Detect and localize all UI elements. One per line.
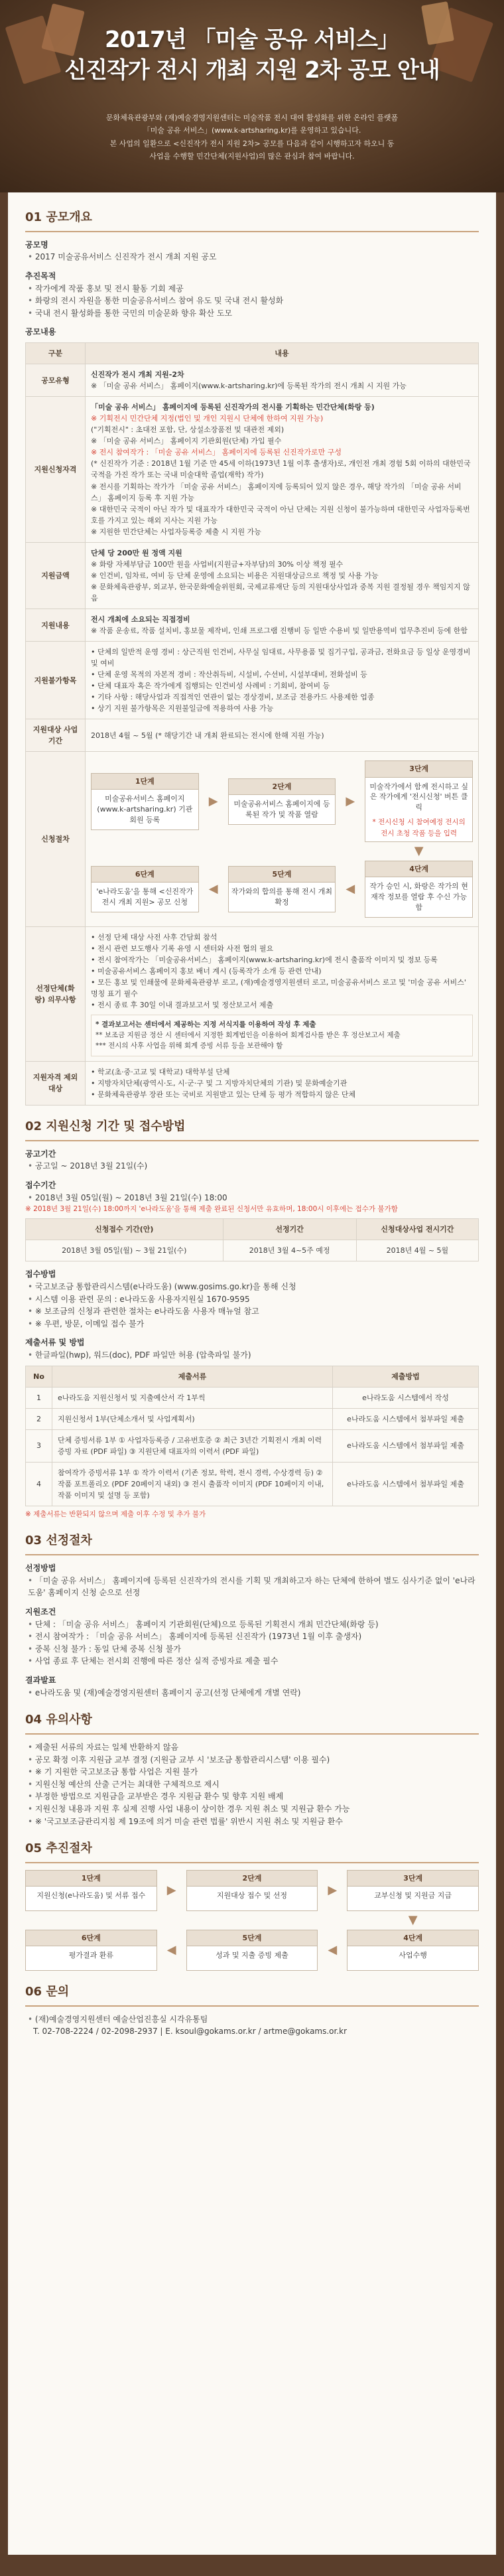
flow-step (25, 1930, 157, 1971)
step-text: 작가 승인 시, 화랑은 작가의 현재작 정보를 열람 후 수신 가능함 (369, 881, 468, 912)
step-label: 6단계 (92, 867, 198, 883)
step-text: 미술공유서비스 홈페이지에 등록된 작가 및 작품 열람 (233, 799, 330, 819)
step-text: 미술공유서비스 홈페이지 (www.k-artsharing.kr) 기관회원 등록 (97, 794, 193, 824)
table-row (26, 1408, 479, 1429)
flow-step (186, 1930, 318, 1971)
cell-line: ** 보조금 지원금 정산 시 센터에서 지정한 회계법인을 이용하여 회계검사를 받은 후 정산보고서 제출 (95, 1031, 401, 1040)
cell-line: ※ 대한민국 국적이 아닌 작가 및 대표작가 대한민국 국적이 아닌 단체는 지원 신청이 불가능하며 대한민국 사업자등록번호를 가지고 있는 해외 지사는 지원 가능 (91, 504, 470, 525)
method-list (25, 1281, 479, 1330)
arrow-left-icon: ◀ (328, 1942, 338, 1957)
contact-org: • (재)예술경영지원센터 예술산업진흥실 시각유통팀 (28, 2013, 479, 2026)
arrow-down-icon: ▼ (414, 843, 424, 858)
cell-line: (* 신진작가 기준 : 2018년 1월 기준 만 45세 이하(1973년 1월 이후 출생자)로, 개인전 개최 경험 5회 이하의 대한민국 국적을 가진 작가 또는 국내 미술대학 졸업(재학) 작가) (91, 459, 471, 480)
section-title: 02 지원신청 기간 및 접수방법 (25, 1117, 479, 1141)
step-text: 지원대상 접수 및 선정 (216, 1891, 288, 1900)
table-cell: 4 (26, 1462, 52, 1506)
arrow-right-icon: ▶ (166, 1883, 176, 1898)
step-text: 평가결과 환류 (68, 1950, 113, 1960)
table-cell: e나라도움 시스템에서 첨부파일 제출 (333, 1462, 479, 1506)
step-label: 4단계 (347, 1930, 478, 1946)
table-cell: e나라도움 시스템에서 첨부파일 제출 (333, 1408, 479, 1429)
purpose-list (25, 283, 479, 320)
flow-step (228, 778, 336, 825)
sub-label: 제출서류 및 방법 (25, 1338, 85, 1348)
list-item: • 전시 참여작가 : 「미술 공유 서비스」 홈페이지에 등록된 신진작가 (1973년 1월 이후 출생자) (28, 1630, 479, 1643)
cell-line: ※ 지원한 민간단체는 사업자등록증 제출 시 지원 가능 (91, 527, 261, 536)
section-title: 06 문의 (25, 1983, 479, 2007)
list-item: • ※ 보조금의 신청과 관련한 절차는 e나라도움 사용자 매뉴얼 참고 (28, 1305, 479, 1318)
table-cell: 2 (26, 1408, 52, 1429)
list-item: • 공고일 ~ 2018년 3월 21일(수) (28, 1160, 479, 1173)
sub-label: 선정방법 (25, 1563, 56, 1573)
row-label: 지원대상 사업기간 (26, 719, 86, 752)
hero-banner (0, 0, 504, 192)
arrow-left-icon: ◀ (166, 1942, 176, 1957)
step-label: 2단계 (229, 779, 336, 795)
step-text: 작가와의 합의를 통해 전시 개최 확정 (231, 887, 333, 906)
flow-step (347, 1870, 479, 1911)
list-item: • 한글파일(hwp), 워드(doc), PDF 파일만 허용 (압축파일 불가) (28, 1349, 479, 1362)
step-text: 지원신청(e나라도움) 및 서류 접수 (36, 1891, 146, 1900)
step-label: 2단계 (187, 1871, 318, 1887)
list-item: • ※ 기 지원한 국고보조금 통합 사업은 지원 불가 (28, 1766, 479, 1778)
schedule-table (25, 1218, 479, 1261)
row-label: 지원금액 (26, 542, 86, 608)
intro-text: 문화체육관광부와 (재)예술경영지원센터는 미술작품 전시 대여 활성화를 위한 온라인 플랫폼 「미술 공유 서비스」(www.k-artsharing.kr)를 운영하고 있습니다. 본 사업의 일환으로 <신진작가 전시 지원 2차> 공모를 다음과 같이 시행하고자 하오니 동 사업을 수행할 민간단체(지원사업)의 많은 관심과 참여 바랍니다. (105, 113, 399, 161)
table-cell: e나라도움 시스템에서 첨부파일 제출 (333, 1429, 479, 1462)
step-label: 5단계 (187, 1930, 318, 1946)
list-item: • 2018년 3월 05일(월) ~ 2018년 3월 21일(수) 18:00 (28, 1192, 479, 1204)
step-text: 사업수행 (399, 1950, 427, 1960)
table-cell: 2018년 3월 05일(월) ~ 3월 21일(수) (26, 1240, 223, 1261)
step-text: 미술작가에서 함께 전시하고 싶은 작가에게 '전시신청' 버튼 클릭 (369, 782, 468, 812)
list-item: • 시스템 이용 관련 문의 : e나라도움 사용자지원실 1670-9595 (28, 1293, 479, 1306)
table-cell: e나라도움 시스템에서 작성 (333, 1387, 479, 1408)
cell-line: ※ 「미술 공유 서비스」 홈페이지 기관회원(단체) 가입 필수 (91, 437, 282, 446)
table-cell: 2018년 3월 4~5주 예정 (223, 1240, 356, 1261)
row-label: 공모유형 (26, 364, 86, 397)
list-item: • 사업 종료 후 단체는 전시회 진행에 따른 정산 실적 증빙자료 제출 필수 (28, 1655, 479, 1668)
step-text: 교부신청 및 지원금 지급 (374, 1891, 452, 1900)
list-item: • 지원신청 예산의 산출 근거는 최대한 구체적으로 제시 (28, 1778, 479, 1791)
table-row (26, 1429, 479, 1462)
row-label: 지원불가항목 (26, 642, 86, 719)
row-content (86, 926, 479, 1061)
arrow-down-icon: ▼ (408, 1913, 418, 1928)
cell-line: • 단체 운영 목적의 자본적 경비 : 작산취득비, 시설비, 수선비, 시설부대비, 전화설비 등 (91, 670, 367, 680)
table-header: 신청접수 기간(안) (26, 1219, 223, 1240)
flow-step (25, 1870, 157, 1911)
sub-label: 접수기간 (25, 1180, 56, 1190)
row-content (86, 397, 479, 543)
list-item: • 국고보조금 통합관리시스템(e나라도움) (www.gosims.go.kr)을 통해 신청 (28, 1281, 479, 1293)
cell-line: • 전시 관련 보도행사 기록 유영 시 센터와 사전 협의 필요 (91, 944, 274, 953)
arrow-left-icon: ◀ (346, 881, 355, 896)
list-item: • 부정한 방법으로 지원금을 교부받은 경우 지원금 환수 및 향후 지원 배제 (28, 1790, 479, 1803)
list-item: • ※ '국고보조금관리지침 제 19조에 의거 미술 관련 법률' 위반시 지원 취소 및 지원금 환수 (28, 1816, 479, 1828)
table-header: 선정기간 (223, 1219, 356, 1240)
step-label: 4단계 (365, 861, 472, 877)
step-label: 5단계 (229, 867, 336, 883)
step-label: 1단계 (26, 1871, 157, 1887)
flow-step (91, 866, 199, 912)
flow-step (347, 1930, 479, 1971)
cell-line: • 학교(초·중·고교 및 대학교) 대학부설 단체 (91, 1067, 230, 1076)
cell-line: ※ 「미술 공유 서비스」 홈페이지(www.k-artsharing.kr)에 등록된 작가의 전시 개최 시 지원 가능 (91, 382, 407, 391)
cell-line: ※ 전시 참여작가 : 「미술 공유 서비스」 홈페이지에 등록된 신진작가로만 구성 (91, 448, 342, 457)
cell-line: ※ 작품 운송료, 작품 설치비, 홍보물 제작비, 인쇄 프로그램 진행비 등 일반 수용비 및 일반용역비 업무추진비 등에 한함 (91, 626, 468, 636)
cell-line: ("기획전시" : 초대전 포함, 단, 상설소장품전 및 대관전 제외) (91, 425, 284, 435)
row-content (86, 642, 479, 719)
list-item: • 공모 확정 이후 지원금 교부 결정 (지원금 교부 시 '보조금 통합관리시스템' 이용 필수) (28, 1754, 479, 1766)
list-item: • 단체 : 「미술 공유 서비스」 홈페이지 기관회원(단체)으로 등록된 기획전시 개최 민간단체(화랑 등) (28, 1618, 479, 1631)
arrow-right-icon: ▶ (208, 794, 218, 808)
page-title: 2017년 「미술 공유 서비스」 신진작가 전시 개최 지원 2차 공모 안내 (64, 27, 440, 84)
flow-step (186, 1870, 318, 1911)
step-label: 6단계 (26, 1930, 157, 1946)
table-cell: 지원신청서 1부(단체소개서 및 사업계획서) (52, 1408, 333, 1429)
list-item: • 2017 미술공유서비스 신진작가 전시 개최 지원 공모 (28, 251, 479, 263)
cell-line: • 선정 단체 대상 사전 사후 간담회 참석 (91, 932, 218, 942)
section-title: 05 추진절차 (25, 1839, 479, 1863)
duty-list (91, 932, 473, 1011)
table-cell: 단체 증빙서류 1부 ① 사업자등록증 / 고유번호증 ② 최근 3년간 기획전시 개최 이력 증빙 자료 (PDF 파일) ③ 지원단체 대표자의 이력서 (PDF 파일) (52, 1429, 333, 1462)
row-content (86, 364, 479, 397)
list-item: • 화랑의 전시 자원을 통한 미술공유서비스 참여 유도 및 국내 전시 활성화 (28, 295, 479, 307)
table-header: 내용 (86, 343, 479, 364)
list-item: • 「미술 공유 서비스」 홈페이지에 등록된 신진작가의 전시를 기획 및 개최하고자 하는 단체에 한하여 별도 심사기준 없이 'e나라도움' 홈페이지 신청 순으로 선정 (28, 1575, 479, 1599)
table-header: No (26, 1366, 52, 1387)
process-flow-cell (86, 752, 479, 926)
overview-table (25, 342, 479, 1106)
sub-label: 지원조건 (25, 1607, 56, 1616)
cell-line: • 지방자치단체(광역시·도, 시·군·구 및 그 지방자치단체의 기관) 및 문화예술기관 (91, 1078, 347, 1088)
arrow-right-icon: ▶ (328, 1883, 338, 1898)
list-item: • 국내 전시 활성화를 통한 국민의 미술문화 향유 확산 도모 (28, 307, 479, 320)
apply-note: ※ 2018년 3월 21일(수) 18:00까지 'e나라도움'을 통해 제출 완료된 신청서만 유효하며, 18:00시 이후에는 접수가 불가함 (25, 1205, 398, 1214)
table-header: 구분 (26, 343, 86, 364)
cell-line: • 미술공유서비스 홈페이지 홍보 배너 계시 (등록작가 소개 등 관련 안내) (91, 966, 322, 975)
table-header: 신청대상사업 전시기간 (356, 1219, 478, 1240)
row-label: 선정단체(화랑) 의무사항 (26, 926, 86, 1061)
cell-line: • 모든 홍보 및 인쇄물에 문화체육관광부 로고, (재)예술경영지원센터 로고, 미술공유서비스 로고 및 '미술 공유 서비스' 명칭 표기 필수 (91, 977, 466, 998)
cell-line: • 문화체육관광부 장관 또는 국비로 지원받고 있는 단체 등 평가 적합하지 않은 단체 (91, 1090, 356, 1099)
cell-line: • 상기 지원 불가항목은 지원불일금에 적용하여 사용 가능 (91, 704, 274, 713)
cell-line: 신진작가 전시 개최 지원-2차 (91, 370, 184, 380)
flow-step (91, 773, 199, 830)
row-label: 지원자격 제외대상 (26, 1061, 86, 1105)
section-title: 04 유의사항 (25, 1711, 479, 1735)
step-note: * 전시신청 시 참여예정 전시의 전시 초청 작품 등을 입력 (372, 818, 466, 837)
cell-line: *** 전시의 사후 사업을 위해 회계 증빙 서류 등을 보관해야 함 (95, 1042, 283, 1050)
table-cell: 1 (26, 1387, 52, 1408)
row-content: 2018년 4월 ~ 5월 (* 해당기간 내 개최 완료되는 전시에 한해 지원 가능) (86, 719, 479, 752)
table-cell: 2018년 4월 ~ 5월 (356, 1240, 478, 1261)
contact-info: T. 02-708-2224 / 02-2098-2937 | E. ksoul@gokams.or.kr / artme@gokams.or.kr (33, 2027, 347, 2037)
row-content (86, 542, 479, 608)
notice-list (25, 1741, 479, 1827)
row-label: 지원신청자격 (26, 397, 86, 543)
table-cell: 참여작가 증빙서류 1부 ① 작가 이력서 (기존 정보, 학력, 전시 경력, 수상경력 등) ② 작품 포트폴리오 (PDF 20페이지 내외) ③ 전시 출품작 이미지 (PDF 10페이지 이내, 작품 이미지 및 설명 등 포함) (52, 1462, 333, 1506)
step-text: 성과 및 지출 증빙 제출 (216, 1950, 288, 1960)
cell-line: ※ 인건비, 임차료, 여비 등 단체 운영에 소요되는 비용은 지원대상금으로 책정 및 사용 가능 (91, 571, 379, 580)
row-content (86, 1061, 479, 1105)
table-row (26, 1387, 479, 1408)
sub-label: 공고기간 (25, 1149, 56, 1159)
list-item: • 제출된 서류의 자료는 일체 반환하지 않음 (28, 1741, 479, 1754)
list-item: • 중복 신청 불가 : 동일 단체 중복 신청 불가 (28, 1643, 479, 1656)
step-label: 3단계 (347, 1871, 478, 1887)
sub-label: 결과발표 (25, 1675, 56, 1685)
step-label: 3단계 (365, 761, 472, 777)
row-content (86, 608, 479, 641)
table-header: 제출방법 (333, 1366, 479, 1387)
list-item: • e나라도움 및 (재)예술경영지원센터 홈페이지 공고(선정 단체에게 개별 연락) (28, 1687, 479, 1699)
table-cell: 3 (26, 1429, 52, 1462)
flow-step (228, 866, 336, 912)
docs-warning: ※ 제출서류는 반환되지 않으며 제출 이후 수정 및 추가 불가 (25, 1510, 206, 1519)
section-title: 01 공모개요 (25, 208, 479, 232)
sub-label: 공모내용 (25, 327, 56, 337)
row-label: 지원내용 (26, 608, 86, 641)
table-header: 제출서류 (52, 1366, 333, 1387)
step-text: 'e나라도움'을 통해 <신진작가 전시 개최 지원> 공모 신청 (96, 887, 194, 906)
sub-label: 공모명 (25, 240, 48, 250)
list-item: • ※ 우편, 방문, 이메일 접수 불가 (28, 1318, 479, 1330)
docs-table (25, 1366, 479, 1506)
cell-line: • 전시 참여작가는 「미술공유서비스」 홈페이지(www.k-artsharing.kr)에 전시 출품작 이미지 및 정보 등록 (91, 955, 438, 964)
table-cell: e나라도움 지원신청서 및 지출예산서 각 1부씩 (52, 1387, 333, 1408)
duty-notes (91, 1015, 473, 1056)
cell-line: 「미술 공유 서비스」 홈페이지에 등록된 신진작가의 전시를 기획하는 민간단체(화랑 등) (91, 403, 375, 412)
content-paper (8, 192, 496, 2555)
list-item: • 지원신청 내용과 지원 후 실제 진행 사업 내용이 상이한 경우 지원 취소 및 지원금 환수 가능 (28, 1803, 479, 1816)
cell-line: ※ 전시를 기획하는 작가가 「미술 공유 서비스」 홈페이지에 등록되어 있지 않은 경우, 해당 작가의 「미술 공유 서비스」 홈페이지 등록 후 지원 가능 (91, 482, 462, 502)
cell-line: * 결과보고서는 센터에서 제공하는 지정 서식지를 이용하여 작성 후 제출 (95, 1020, 316, 1029)
cell-line: • 단체 대표자 혹은 작가에게 집행되는 인건비성 사례비 : 기회비, 참여비 등 (91, 681, 330, 691)
arrow-right-icon: ▶ (346, 794, 355, 808)
sub-label: 추진목적 (25, 271, 56, 281)
table-row (26, 1462, 479, 1506)
cell-line: ※ 화랑 자체부담금 100만 원을 사업비(지원금+자부담)의 30% 이상 책정 필수 (91, 559, 344, 569)
apply-flow (91, 760, 473, 917)
section-title: 03 선정절차 (25, 1532, 479, 1555)
proc-flow (25, 1870, 479, 1971)
list-item: • 작가에게 작품 홍보 및 전시 활동 기회 제공 (28, 283, 479, 295)
cell-line: ※ 기획전시 민간단체 지정(법인 및 개인 지원시 단체에 한하여 지원 가능) (91, 414, 324, 423)
flow-step (365, 760, 473, 841)
arrow-left-icon: ◀ (208, 881, 218, 896)
cell-line: • 단체의 일반적 운영 경비 : 상근직원 인건비, 사무실 임대료, 사무용품 및 집기구입, 공과금, 전화요금 등 일상 운영경비 및 여비 (91, 648, 471, 668)
row-label: 신청절차 (26, 752, 86, 926)
criteria-list (25, 1618, 479, 1668)
flow-step (365, 861, 473, 918)
cell-line: • 기타 사항 : 해당사업과 직접적인 연관이 없는 경상경비, 보조금 전용카드 사용제한 업종 (91, 693, 375, 702)
cell-line: • 전시 종료 후 30일 이내 결과보고서 및 정산보고서 제출 (91, 1000, 274, 1009)
step-label: 1단계 (92, 774, 198, 790)
cell-line: ※ 문화체육관광부, 외교부, 한국문화예술위원회, 국제교류재단 등의 지원대상사업과 중복 지원 결정될 경우 책임지지 않음 (91, 582, 470, 603)
cell-line: 전시 개최에 소요되는 직접경비 (91, 614, 190, 624)
sub-label: 접수방법 (25, 1269, 56, 1279)
cell-line: 단체 당 200만 원 정액 지원 (91, 548, 182, 557)
